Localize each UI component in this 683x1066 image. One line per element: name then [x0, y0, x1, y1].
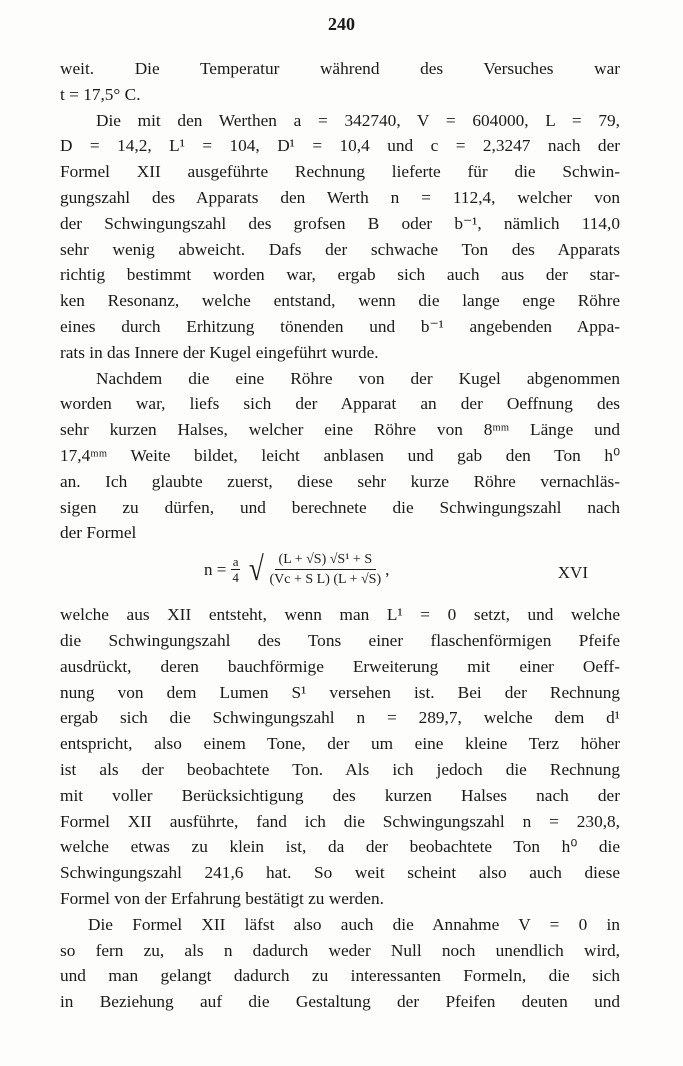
- text-line: Formel XII ausgeführte Rechnung lieferte für die Schwin-: [60, 162, 620, 182]
- paragraph-5: [60, 912, 620, 1015]
- paragraph-1: [60, 56, 620, 108]
- text-line: ausdrückt, deren bauchförmige Erweiterung mit einer Oeff-: [60, 656, 620, 676]
- formula-coef-denominator: 4: [232, 570, 239, 586]
- text-line: Die Formel XII läfst also auch die Annahme V = 0 in: [88, 914, 620, 934]
- text-line: 17,4ᵐᵐ Weite bildet, leicht anblasen und gab den Ton h⁰: [60, 445, 620, 465]
- formula-coefficient: [230, 554, 241, 585]
- formula-numerator: (L + √S) √S¹ + S: [275, 550, 377, 570]
- text-line: sigen zu dürfen, und berechnete die Schwingungszahl nach: [60, 497, 620, 517]
- text-line: der Formel: [60, 523, 137, 543]
- text-line: so fern zu, als n dadurch weder Null noch unendlich wird,: [60, 940, 620, 960]
- text-line: welche etwas zu klein ist, da der beobachtete Ton h⁰ die: [60, 837, 620, 857]
- text-line: gungszahl des Apparats den Werth n = 112,4, welcher von: [60, 187, 620, 207]
- formula-block: [60, 548, 620, 600]
- radical-sign: √: [248, 550, 264, 588]
- formula-lhs: n =: [204, 559, 227, 579]
- text-line: die Schwingungszahl des Tons einer flaschenförmigen Pfeife: [60, 630, 620, 650]
- text-line: eines durch Erhitzung tönenden und b⁻¹ angebenden Appa-: [60, 316, 620, 336]
- text-line: der Schwingungszahl des grofsen B oder b⁻¹, nämlich 114,0: [60, 213, 620, 233]
- text-line: nung von dem Lumen S¹ versehen ist. Bei der Rechnung: [60, 682, 620, 702]
- formula-coef-numerator: a: [232, 554, 239, 570]
- formula: [204, 550, 389, 589]
- text-line: Die mit den Werthen a = 342740, V = 604000, L = 79,: [96, 110, 620, 130]
- body-text: [60, 56, 620, 1015]
- text-line: richtig bestimmt worden war, ergab sich auch aus der star-: [60, 265, 620, 285]
- paragraph-4: [60, 602, 620, 912]
- text-line: in Beziehung auf die Gestaltung der Pfeifen deuten und: [60, 992, 620, 1012]
- formula-trail: ,: [385, 559, 390, 579]
- text-line: sehr wenig abweicht. Dafs der schwache Ton des Apparats: [60, 239, 620, 259]
- text-line: Formel von der Erfahrung bestätigt zu werden.: [60, 888, 384, 908]
- text-line: Formel XII ausführte, fand ich die Schwingungszahl n = 230,8,: [60, 811, 620, 831]
- text-line: ergab sich die Schwingungszahl n = 289,7, welche dem d¹: [60, 708, 620, 728]
- text-line: t = 17,5° C.: [60, 84, 141, 104]
- formula-denominator: (Vc + S L) (L + √S): [269, 572, 382, 588]
- paragraph-3: [60, 366, 620, 547]
- text-line: worden war, liefs sich der Apparat an der Oeffnung des: [60, 394, 620, 414]
- text-line: und man gelangt dadurch zu interessanten Formeln, die sich: [60, 966, 620, 986]
- text-line: ken Resonanz, welche entstand, wenn die lange enge Röhre: [60, 291, 620, 311]
- text-line: welche aus XII entsteht, wenn man L¹ = 0 setzt, und welche: [60, 605, 620, 625]
- text-line: mit voller Berücksichtigung des kurzen Halses nach der: [60, 785, 620, 805]
- text-line: rats in das Innere der Kugel eingeführt wurde.: [60, 342, 379, 362]
- text-line: sehr kurzen Halses, welcher eine Röhre von 8ᵐᵐ Länge und: [60, 420, 620, 440]
- page-number: 240: [328, 14, 355, 34]
- text-line: Schwingungszahl 241,6 hat. So weit scheint also auch diese: [60, 863, 620, 883]
- text-line: an. Ich glaubte zuerst, diese sehr kurze Röhre vernachläs-: [60, 471, 620, 491]
- text-line: Nachdem die eine Röhre von der Kugel abgenommen: [96, 368, 620, 388]
- text-line: weit. Die Temperatur während des Versuches war: [60, 59, 620, 78]
- text-line: entspricht, also einem Tone, der um eine kleine Terz höher: [60, 734, 620, 754]
- text-line: ist als der beobachtete Ton. Als ich jedoch die Rechnung: [60, 759, 620, 779]
- formula-fraction: [266, 550, 386, 589]
- formula-label: XVI: [557, 563, 588, 583]
- paragraph-2: [60, 108, 620, 366]
- text-line: D = 14,2, L¹ = 104, D¹ = 10,4 und c = 2,3247 nach der: [60, 136, 620, 156]
